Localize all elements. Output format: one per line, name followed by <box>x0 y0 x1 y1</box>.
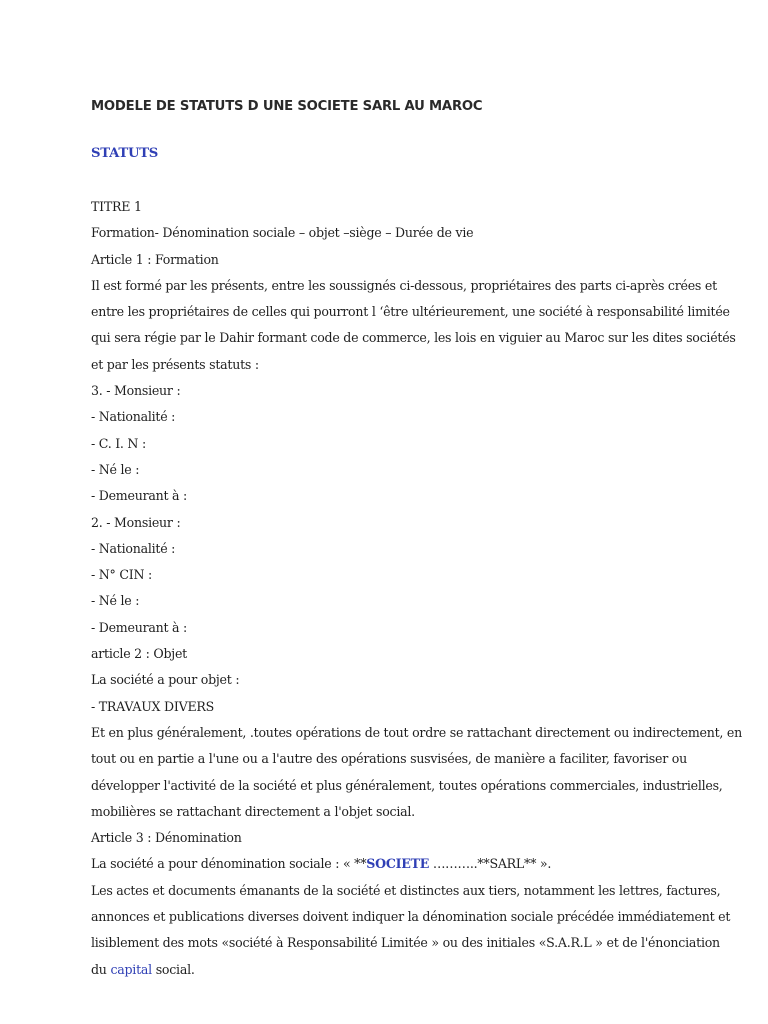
document-title: MODELE DE STATUTS D UNE SOCIETE SARL AU MAROC <box>91 99 483 114</box>
text-line: - Nationalité : <box>91 409 176 425</box>
text-line: mobilières se rattachant directement a l'objet social. <box>91 803 415 819</box>
text-line: Les actes et documents émanants de la société et distinctes aux tiers, notamment les lettres, factures, <box>91 882 721 898</box>
text-line: - Demeurant à : <box>91 488 188 504</box>
text-line: article 2 : Objet <box>91 646 187 662</box>
text-line: - C. I. N : <box>91 435 146 451</box>
text-line: Et en plus généralement, .toutes opérations de tout ordre se rattachant directement ou indirectement, en <box>91 724 742 740</box>
text-line: Il est formé par les présents, entre les soussignés ci-dessous, propriétaires des parts ci-après crées et <box>91 277 717 293</box>
text-line: entre les propriétaires de celles qui pourront l ‘être ultérieurement, une société à responsabilité limitée <box>91 304 730 320</box>
text-line: - Né le : <box>91 593 140 609</box>
capital-suffix: social. <box>151 961 195 977</box>
text-line: - Nationalité : <box>91 540 176 556</box>
text-line: qui sera régie par le Dahir formant code de commerce, les lois en viguier au Maroc sur les dites sociétés <box>91 330 736 346</box>
denomination-line <box>91 851 742 877</box>
denomination-suffix: ………..**SARL** ». <box>429 856 552 872</box>
text-line: Article 3 : Dénomination <box>91 830 242 846</box>
text-line: Formation- Dénomination sociale – objet –siège – Durée de vie <box>91 225 474 241</box>
document-body <box>91 194 742 983</box>
text-line: lisiblement des mots «société à Responsabilité Limitée » ou des initiales «S.A.R.L » et de l'énonciation <box>91 935 720 951</box>
text-line: 2. - Monsieur : <box>91 514 181 530</box>
text-line: et par les présents statuts : <box>91 356 259 372</box>
text-line: - Né le : <box>91 461 140 477</box>
text-line: annonces et publications diverses doivent indiquer la dénomination sociale précédée immédiatement et <box>91 909 731 925</box>
text-line: - Demeurant à : <box>91 619 188 635</box>
text-line: développer l'activité de la société et plus généralement, toutes opérations commerciales, industrielles, <box>91 777 723 793</box>
text-line: TITRE 1 <box>91 199 142 214</box>
text-line: - TRAVAUX DIVERS <box>91 698 214 714</box>
capital-prefix: du <box>91 961 111 977</box>
text-line: La société a pour objet : <box>91 672 240 688</box>
text-line: 3. - Monsieur : <box>91 383 181 399</box>
text-line: - N° CIN : <box>91 567 152 583</box>
text-line: tout ou en partie a l'une ou a l'autre des opérations susvisées, de manière a faciliter, favoriser ou <box>91 751 687 767</box>
capital-link[interactable]: capital <box>110 961 152 977</box>
societe-link[interactable]: SOCIETE <box>366 856 430 872</box>
denomination-prefix: La société a pour dénomination sociale : « ** <box>91 856 367 872</box>
capital-line <box>91 957 742 983</box>
text-line: Article 1 : Formation <box>91 251 219 267</box>
document-subtitle: STATUTS <box>91 146 159 161</box>
